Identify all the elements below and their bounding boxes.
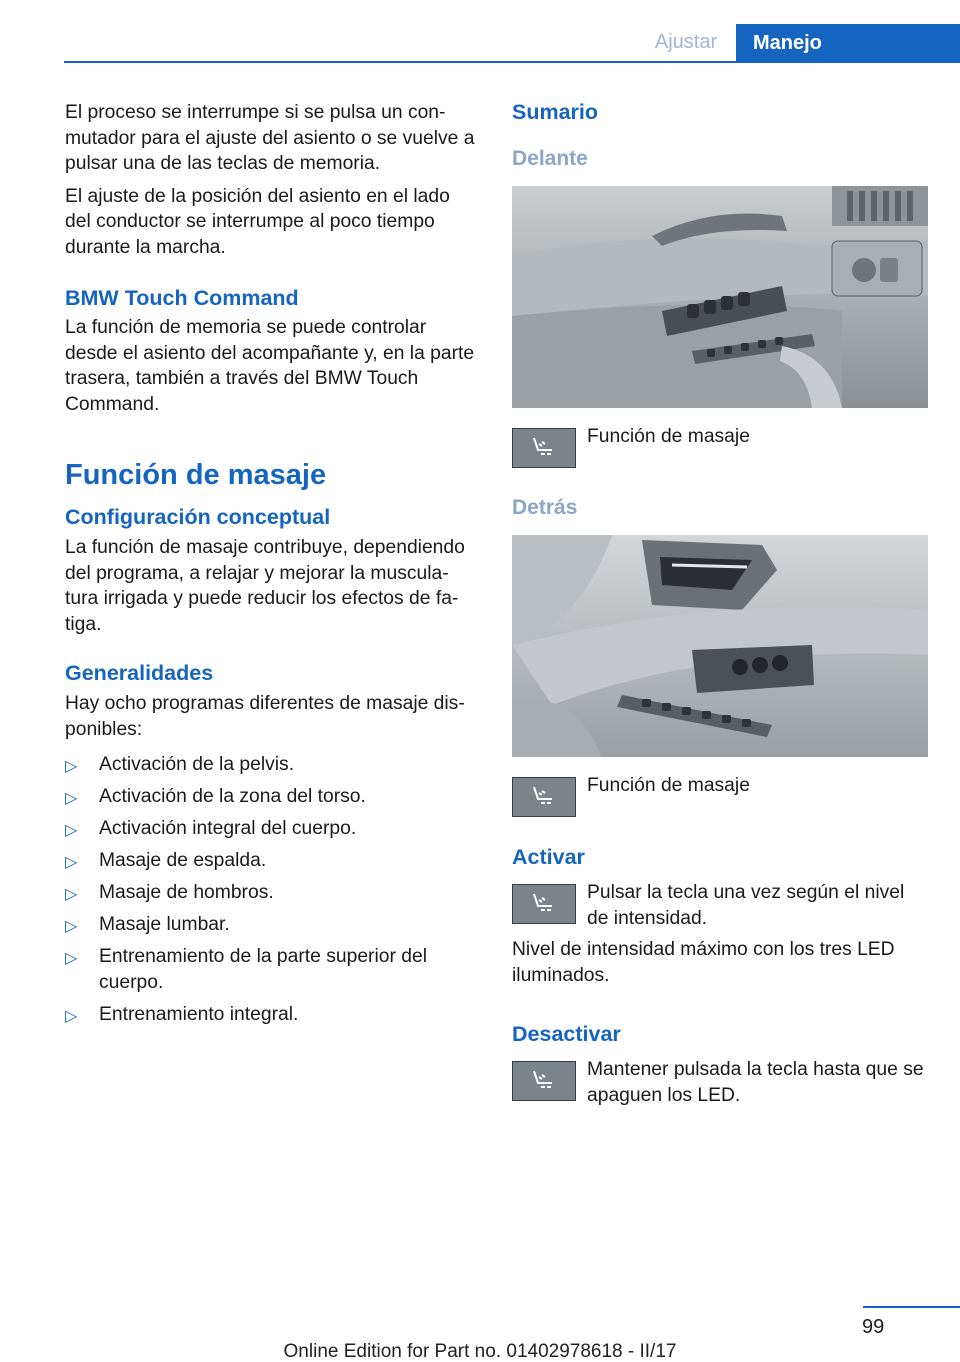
heading-delante: Delante xyxy=(512,147,588,170)
bullet-triangle-icon: ▷ xyxy=(65,790,78,807)
activar-row xyxy=(512,884,928,931)
heading-general: Generalidades xyxy=(65,661,214,685)
seat-massage-icon xyxy=(512,1061,576,1101)
list-item: ▷ Masaje de espalda. xyxy=(65,848,480,874)
list-item: ▷ Activación de la pelvis. xyxy=(65,752,480,778)
list-item: ▷ Masaje lumbar. xyxy=(65,912,480,938)
paragraph-driver-seat: El ajuste de la posición del asiento en el lado del conductor se interrumpe al poco tiempo durante la marcha. xyxy=(65,185,450,258)
heading-concept: Configuración conceptual xyxy=(65,505,331,529)
rear-massage-caption: Función de masaje xyxy=(587,775,750,796)
paragraph-programs-intro: Hay ocho programas diferentes de masaje dis‐ponibles: xyxy=(65,693,465,740)
activar-note: Nivel de intensidad máximo con los tres LED iluminados. xyxy=(512,939,895,986)
heading-sumario: Sumario xyxy=(512,100,599,124)
rear-massage-row xyxy=(512,777,928,817)
list-item: ▷ Activación integral del cuerpo. xyxy=(65,816,480,842)
page-number: 99 xyxy=(862,1316,885,1338)
seat-massage-icon xyxy=(512,777,576,817)
front-massage-caption: Función de masaje xyxy=(587,426,750,447)
edition-footer: Online Edition for Part no. 01402978618 - II/17 xyxy=(283,1341,677,1362)
heading-desactivar: Desactivar xyxy=(512,1022,621,1046)
paragraph-concept: La función de masaje contribuye, dependiendo del programa, a relajar y mejorar la muscula‐tura irrigada y puede reducir los efectos de fa‐tiga. xyxy=(65,537,465,635)
footer-rule xyxy=(863,1306,960,1308)
front-massage-row xyxy=(512,428,928,468)
tab-ajustar[interactable]: Ajustar xyxy=(654,31,718,53)
heading-touch-command: BMW Touch Command xyxy=(65,286,299,310)
paragraph-touch-command: La función de memoria se puede controlar desde el asiento del acompañante y, en la parte trasera, también a través del BMW Touch Command. xyxy=(65,317,475,415)
list-item: ▷ Entrenamiento integral. xyxy=(65,1002,480,1028)
seat-massage-icon xyxy=(512,428,576,468)
paragraph-interrupt: El proceso se interrumpe si se pulsa un con‐mutador para el ajuste del asiento o se vuelve a pulsar una de las teclas de memoria. xyxy=(65,102,475,174)
desactivar-instruction: Mantener pulsada la tecla hasta que se apaguen los LED. xyxy=(587,1059,924,1106)
left-column xyxy=(65,100,480,1034)
bullet-triangle-icon: ▷ xyxy=(65,854,78,871)
seat-massage-icon xyxy=(512,884,576,924)
activar-instruction: Pulsar la tecla una vez según el nivel de intensidad. xyxy=(587,882,905,929)
tab-manejo[interactable]: Manejo xyxy=(736,24,960,63)
list-item: ▷ Activación de la zona del torso. xyxy=(65,784,480,810)
right-column xyxy=(512,100,928,1108)
bullet-triangle-icon: ▷ xyxy=(65,822,78,839)
rear-door-panel-image xyxy=(512,535,928,757)
heading-activar: Activar xyxy=(512,845,585,869)
bullet-triangle-icon: ▷ xyxy=(65,918,78,935)
bullet-triangle-icon: ▷ xyxy=(65,950,78,967)
program-list xyxy=(65,752,480,1027)
desactivar-row xyxy=(512,1061,928,1108)
front-door-panel-image xyxy=(512,186,928,408)
heading-detras: Detrás xyxy=(512,496,578,519)
heading-massage-function: Función de masaje xyxy=(65,459,327,491)
list-item: ▷ Masaje de hombros. xyxy=(65,880,480,906)
bullet-triangle-icon: ▷ xyxy=(65,1007,78,1025)
list-item: ▷ Entrenamiento de la parte superior del cuerpo. xyxy=(65,946,427,993)
bullet-triangle-icon: ▷ xyxy=(65,758,78,775)
bullet-triangle-icon: ▷ xyxy=(65,886,78,903)
